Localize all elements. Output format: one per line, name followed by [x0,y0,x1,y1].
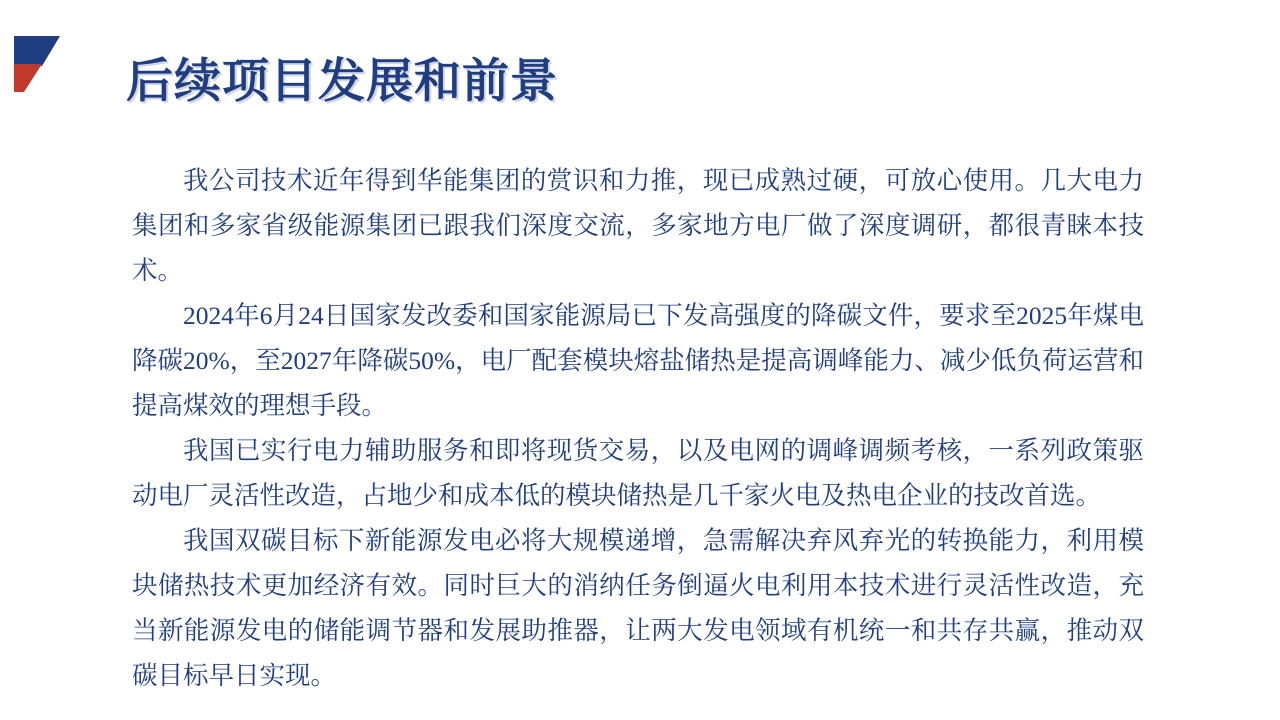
slide-body [132,158,1144,698]
paragraph-3: 我国已实行电力辅助服务和即将现货交易，以及电网的调峰调频考核，一系列政策驱动电厂灵活性改造，占地少和成本低的模块储热是几千家火电及热电企业的技改首选。 [132,436,1144,510]
paragraph-2: 2024年6月24日国家发改委和国家能源局已下发高强度的降碳文件，要求至2025年煤电降碳20%，至2027年降碳50%，电厂配套模块熔盐储热是提高调峰能力、减少低负荷运营和提高煤效的理想手段。 [132,301,1144,420]
slide-title: 后续项目发展和前景 [126,54,558,107]
paragraph-4: 我国双碳目标下新能源发电必将大规模递增，急需解决弃风弃光的转换能力，利用模块储热技术更加经济有效。同时巨大的消纳任务倒逼火电利用本技术进行灵活性改造，充当新能源发电的储能调节器和发展助推器，让两大发电领域有机统一和共存共赢，推动双碳目标早日实现。 [132,526,1144,690]
decorative-flag-mark [0,36,82,92]
flag-white-notch [0,36,14,92]
paragraph-1: 我公司技术近年得到华能集团的赏识和力推，现已成熟过硬，可放心使用。几大电力集团和多家省级能源集团已跟我们深度交流，多家地方电厂做了深度调研，都很青睐本技术。 [132,166,1144,285]
